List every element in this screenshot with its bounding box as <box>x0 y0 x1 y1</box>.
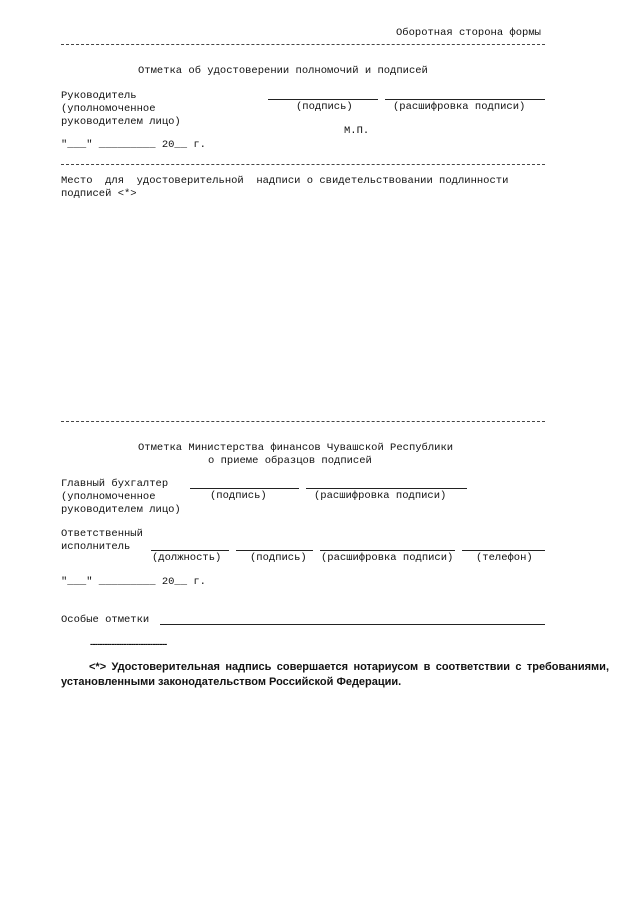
chief-accountant-line1: Главный бухгалтер <box>61 478 169 490</box>
ministry-section-title-line1: Отметка Министерства финансов Чувашской Республики <box>138 442 454 454</box>
responsible-label-line1: Ответственный <box>61 528 143 540</box>
divider-top <box>61 44 545 45</box>
chief-accountant-line2: (уполномоченное <box>61 491 156 503</box>
manager-label-line2: (уполномоченное <box>61 103 156 115</box>
responsible-decoding-caption: (расшифровка подписи) <box>321 552 454 564</box>
responsible-phone-line[interactable] <box>462 550 545 551</box>
responsible-decoding-line[interactable] <box>320 550 455 551</box>
reverse-side-label: Оборотная сторона формы <box>396 27 541 39</box>
manager-decoding-line[interactable] <box>385 99 545 100</box>
special-marks-label: Особые отметки <box>61 614 150 626</box>
manager-signature-caption: (подпись) <box>296 101 353 113</box>
manager-decoding-caption: (расшифровка подписи) <box>393 101 526 113</box>
chief-accountant-signature-caption: (подпись) <box>210 490 267 502</box>
special-marks-line[interactable] <box>160 624 545 625</box>
manager-label-line1: Руководитель <box>61 90 137 102</box>
chief-accountant-signature-line[interactable] <box>190 488 299 489</box>
responsible-signature-caption: (подпись) <box>250 552 307 564</box>
authority-date-line[interactable]: "___" _________ 20__ г. <box>61 139 206 151</box>
responsible-label-line2: исполнитель <box>61 541 131 553</box>
footnote-separator: -------------------------------- <box>90 639 167 649</box>
notary-place-line2: подписей <*> <box>61 188 137 200</box>
divider-notary-end <box>61 421 545 422</box>
ministry-section-title-line2: о приеме образцов подписей <box>208 455 372 467</box>
manager-signature-line[interactable] <box>268 99 378 100</box>
notary-inscription-area[interactable] <box>61 205 545 415</box>
ministry-date-line[interactable]: "___" _________ 20__ г. <box>61 576 206 588</box>
chief-accountant-decoding-line[interactable] <box>306 488 467 489</box>
divider-authority-end <box>61 164 545 165</box>
responsible-position-line[interactable] <box>151 550 229 551</box>
responsible-position-caption: (должность) <box>152 552 222 564</box>
responsible-phone-caption: (телефон) <box>476 552 533 564</box>
stamp-label: М.П. <box>344 125 370 137</box>
manager-label-line3: руководителем лицо) <box>61 116 181 128</box>
authority-section-title: Отметка об удостоверении полномочий и подписей <box>138 65 428 77</box>
notary-place-line1: Место для удостоверительной надписи о свидетельствовании подлинности <box>61 175 509 187</box>
responsible-signature-line[interactable] <box>236 550 313 551</box>
chief-accountant-decoding-caption: (расшифровка подписи) <box>314 490 447 502</box>
footnote-text: <*> Удостоверительная надпись совершается нотариусом в соответствии с требованиями, установленными законодательством Российской Федерации. <box>61 661 609 688</box>
chief-accountant-line3: руководителем лицо) <box>61 504 181 516</box>
